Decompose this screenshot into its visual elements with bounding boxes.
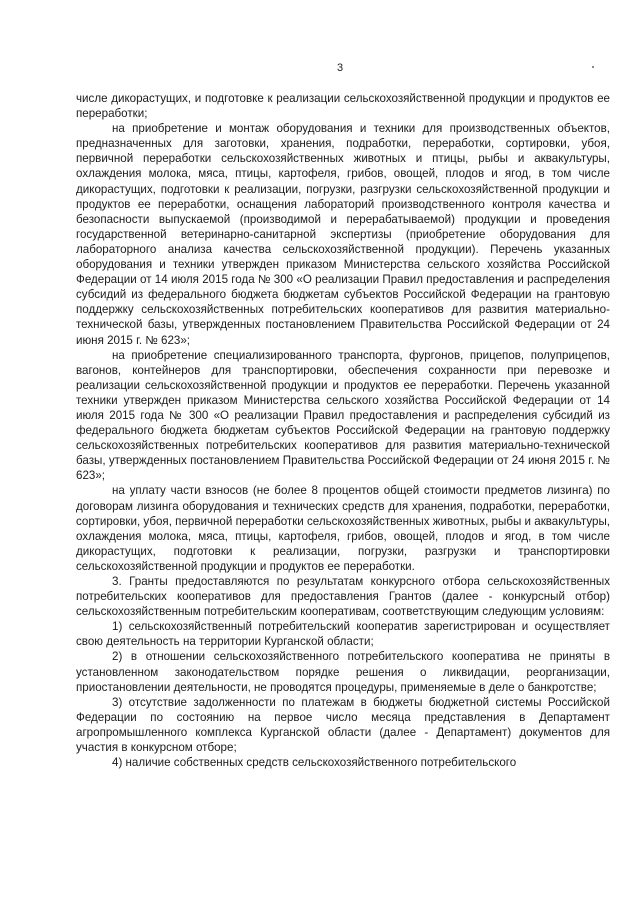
paragraph-equipment-purchase: на приобретение и монтаж оборудования и техники для производственных объектов, предназначенных для заготовки, хранения, подработки, переработки, сортировки, убоя, первичной переработки сельскохозяйственных животных и птицы, рыбы и аквакультуры, охлаждения молока, мяса, птицы, картофеля, грибов, овощей, плодов и ягод, в том числе дикорастущих, подготовки к реализации, погрузки, разгрузки сельскохозяйственной продукции и продуктов ее переработки, оснащения лабораторий производственного контроля качества и безопасности выпускаемой (производимой и перерабатываемой) продукции и проведения государственной ветеринарно-санитарной экспертизы (приобретение оборудования для лабораторного анализа качества сельскохозяйственной продукции). Перечень указанных оборудования и техники утвержден приказом Министерства сельского хозяйства Российской Федерации от 14 июля 2015 года № 300 «О реализации Правил предоставления и распределения субсидий из федерального бюджета бюджетам субъектов Российской Федерации на грантовую поддержку сельскохозяйственных потребительских кооперативов для развития материально-технической базы, утвержденных постановлением Правительства Российской Федерации от 24 июня 2015 г. № 623»; [76, 122, 610, 347]
list-item-condition-1: 1) сельскохозяйственный потребительский кооператив зарегистрирован и осуществляет свою деятельность на территории Курганской области; [76, 620, 610, 649]
paragraph-transport-purchase: на приобретение специализированного транспорта, фургонов, прицепов, полуприцепов, вагонов, контейнеров для транспортировки, обеспечения сохранности при перевозке и реализации сельскохозяйственной продукции и продуктов ее переработки. Перечень указанной техники утвержден приказом Министерства сельского хозяйства Российской Федерации от 14 июля 2015 года № 300 «О реализации Правил предоставления и распределения субсидий из федерального бюджета бюджетам субъектов Российской Федерации на грантовую поддержку сельскохозяйственных потребительских кооперативов для развития материально-технической базы, утвержденных постановлением Правительства Российской Федерации от 24 июня 2015 г. № 623»; [76, 348, 610, 483]
scan-speck [592, 66, 594, 68]
paragraph-continuation: числе дикорастущих, и подготовке к реализации сельскохозяйственной продукции и продуктов ее переработки; [76, 92, 610, 121]
list-item-condition-2: 2) в отношении сельскохозяйственного потребительского кооператива не приняты в установленном законодательством порядке решения о ликвидации, реорганизации, приостановлении деятельности, не проводятся процедуры, применяемые в деле о банкротстве; [76, 650, 610, 694]
list-item-condition-3: 3) отсутствие задолженности по платежам в бюджеты бюджетной системы Российской Федерации по состоянию на первое число месяца представления в Департамент агропромышленного комплекса Курганской области (далее - Департамент) документов для участия в конкурсном отборе; [76, 695, 610, 755]
document-body [76, 91, 610, 770]
paragraph-leasing-payments: на уплату части взносов (не более 8 процентов общей стоимости предметов лизинга) по договорам лизинга оборудования и технических средств для хранения, подработки, переработки, сортировки, убоя, первичной переработки сельскохозяйственных животных, рыбы и аквакультуры, охлаждения молока, мяса, птицы, картофеля, грибов, овощей, плодов и ягод, в том числе дикорастущих, подготовки к реализации, погрузки, разгрузки и транспортировки сельскохозяйственной продукции и продуктов ее переработки. [76, 484, 610, 573]
list-item-condition-4: 4) наличие собственных средств сельскохозяйственного потребительского [112, 756, 517, 770]
paragraph-grant-conditions: 3. Гранты предоставляются по результатам конкурсного отбора сельскохозяйственных потребительских кооперативов для предоставления Грантов (далее - конкурсный отбор) сельскохозяйственным потребительским кооперативам, соответствующим следующим условиям: [76, 575, 610, 619]
page-number: 3 [336, 62, 344, 74]
